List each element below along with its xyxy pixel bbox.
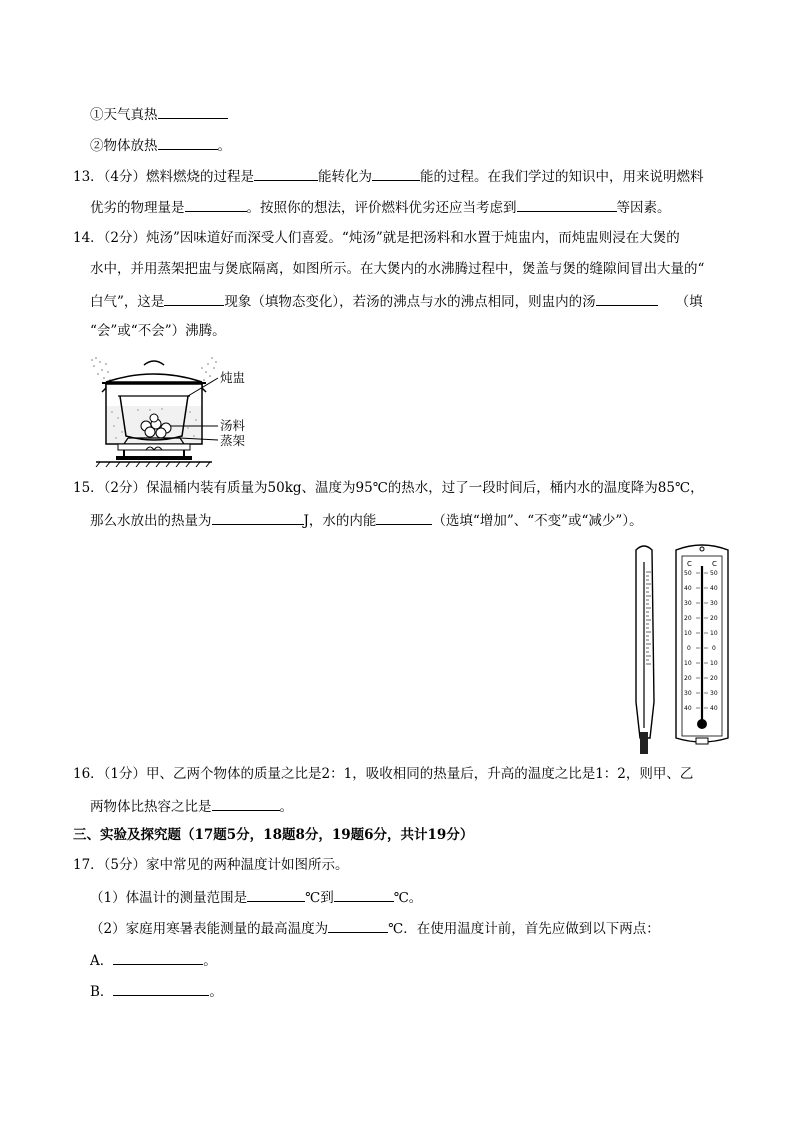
scale-right: 10: [710, 660, 718, 667]
label-steam-rack: 蒸架: [220, 433, 246, 448]
q17-option-b-label: B．: [90, 984, 114, 1000]
label-soup-ingredients: 汤料: [220, 418, 246, 433]
scale-right: 0: [712, 645, 716, 652]
q13-text-f: 等因素。: [616, 200, 671, 216]
scale-left: 40: [684, 705, 692, 712]
label-stew-cup: 炖盅: [220, 370, 246, 385]
q13-line2: [90, 197, 671, 217]
scale-right: 20: [710, 675, 718, 682]
q15-text-c: （选填“增加”、“不变”或“减少”）。: [432, 513, 643, 529]
q12-item2-text: ②物体放热: [90, 138, 158, 154]
scale-left: 30: [684, 690, 692, 697]
q15-line1: 15．（2分）保温桶内装有质量为50kg、温度为95℃的热水，过了一段时间后，桶内水的温度降为85℃，: [73, 480, 704, 496]
q15-text-a: 那么水放出的热量为: [90, 513, 212, 529]
q17-line1: 17．（5分）家中常见的两种温度计如图所示。: [73, 857, 349, 873]
q13-text-e: 。按照你的想法，评价燃料优劣还应当考虑到: [246, 200, 517, 216]
q17-sub1-text-b: ℃到: [305, 890, 334, 906]
q13-blank-4[interactable]: [517, 197, 617, 212]
clinical-thermometer: [636, 546, 654, 754]
scale-right: 10: [710, 630, 718, 637]
scale-right: 40: [710, 705, 718, 712]
q13-blank-1[interactable]: [254, 166, 318, 181]
q14-text-c: （填: [675, 294, 703, 310]
q17-sub2-text-b: ℃．在使用温度计前，首先应做到以下两点：: [388, 921, 660, 937]
q17-option-a-label: A．: [90, 953, 114, 969]
scale-right: 40: [710, 585, 718, 592]
q12-item2: [90, 135, 231, 155]
q14-blank-1[interactable]: [164, 291, 224, 306]
scale-left: 20: [684, 675, 692, 682]
scale-left: 30: [684, 600, 692, 607]
scale-left: 40: [684, 585, 692, 592]
q17-sub2-text-a: （2）家庭用寒暑表能测量的最高温度为: [90, 921, 329, 937]
q17-option-b-suffix: 。: [209, 984, 223, 1000]
q16-line1: 16．（1分）甲、乙两个物体的质量之比是2：1，吸收相同的热量后，升高的温度之比是1：2，则甲、乙: [73, 766, 694, 782]
q16-blank-1[interactable]: [212, 796, 280, 811]
scale-left: 50: [684, 570, 692, 577]
scale-right: 30: [710, 690, 718, 697]
q17-option-b: [90, 981, 223, 1001]
q14-line3: [90, 291, 703, 311]
q17-option-a: [90, 950, 217, 970]
q17-sub2: [90, 918, 660, 938]
q15-blank-1[interactable]: [212, 510, 304, 525]
thermometers-figure: [630, 542, 740, 756]
scale-left: 20: [684, 615, 692, 622]
q15-blank-2[interactable]: [376, 510, 432, 525]
q12-item1-text: ①天气真热: [90, 107, 158, 123]
scale-right: 30: [710, 600, 718, 607]
q17-blank-a[interactable]: [113, 950, 203, 965]
wall-thermo-letter-right: C: [712, 560, 717, 568]
q13-text-b: 能转化为: [318, 169, 373, 185]
q12-item1: [90, 104, 228, 124]
q14-text-a: 白气”，这是: [90, 294, 165, 310]
q16-line2: [90, 796, 293, 816]
q14-line2: 水中，并用蒸架把盅与煲底隔离，如图所示。在大煲内的水沸腾过程中，煲盖与煲的缝隙间冒出大量的“: [90, 261, 705, 277]
q16-text-a: 两物体比热容之比是: [90, 799, 212, 815]
q15-text-b: J，水的内能: [303, 513, 377, 529]
scale-left: 0: [687, 645, 691, 652]
q17-blank-3[interactable]: [328, 918, 388, 933]
q14-line4: “会”或“不会”）沸腾。: [90, 323, 226, 339]
q13-line1: [73, 166, 704, 186]
q14-blank-2[interactable]: [596, 291, 658, 306]
q12-item2-suffix: 。: [217, 138, 231, 154]
q13-text-d: 优劣的物理量是: [90, 200, 185, 216]
q13-text-a: 13．（4分）燃料燃烧的过程是: [73, 169, 255, 185]
q17-sub1-text-a: （1）体温计的测量范围是: [90, 890, 248, 906]
q17-option-a-suffix: 。: [203, 953, 217, 969]
q13-blank-3[interactable]: [185, 197, 247, 212]
stew-pot-figure: [88, 352, 260, 468]
q12-item2-blank[interactable]: [158, 135, 218, 150]
scale-right: 50: [710, 570, 718, 577]
q16-text-b: 。: [279, 799, 293, 815]
section3-heading: 三、实验及探究题（17题5分，18题8分，19题6分，共计19分）: [73, 827, 474, 843]
q12-item1-blank[interactable]: [158, 104, 228, 119]
q14-text-b: 现象（填物态变化），若汤的沸点与水的沸点相同，则盅内的汤: [224, 294, 596, 310]
q14-line1: 14．（2分）炖汤”因味道好而深受人们喜爱。“炖汤”就是把汤料和水置于炖盅内，而炖盅则浸在大煲的: [73, 230, 680, 246]
scale-left: 10: [684, 630, 692, 637]
q13-blank-2[interactable]: [372, 166, 420, 181]
wall-thermometer: [676, 545, 728, 744]
q17-sub1-text-c: ℃。: [393, 890, 423, 906]
q13-text-c: 能的过程。在我们学过的知识中，用来说明燃料: [420, 169, 704, 185]
scale-left: 10: [684, 660, 692, 667]
q17-blank-b[interactable]: [113, 981, 209, 996]
q17-blank-1[interactable]: [247, 887, 305, 902]
q17-sub1: [90, 887, 422, 907]
wall-thermo-letter-left: C: [687, 560, 692, 568]
q15-line2: [90, 510, 643, 530]
scale-right: 20: [710, 615, 718, 622]
q17-blank-2[interactable]: [334, 887, 394, 902]
